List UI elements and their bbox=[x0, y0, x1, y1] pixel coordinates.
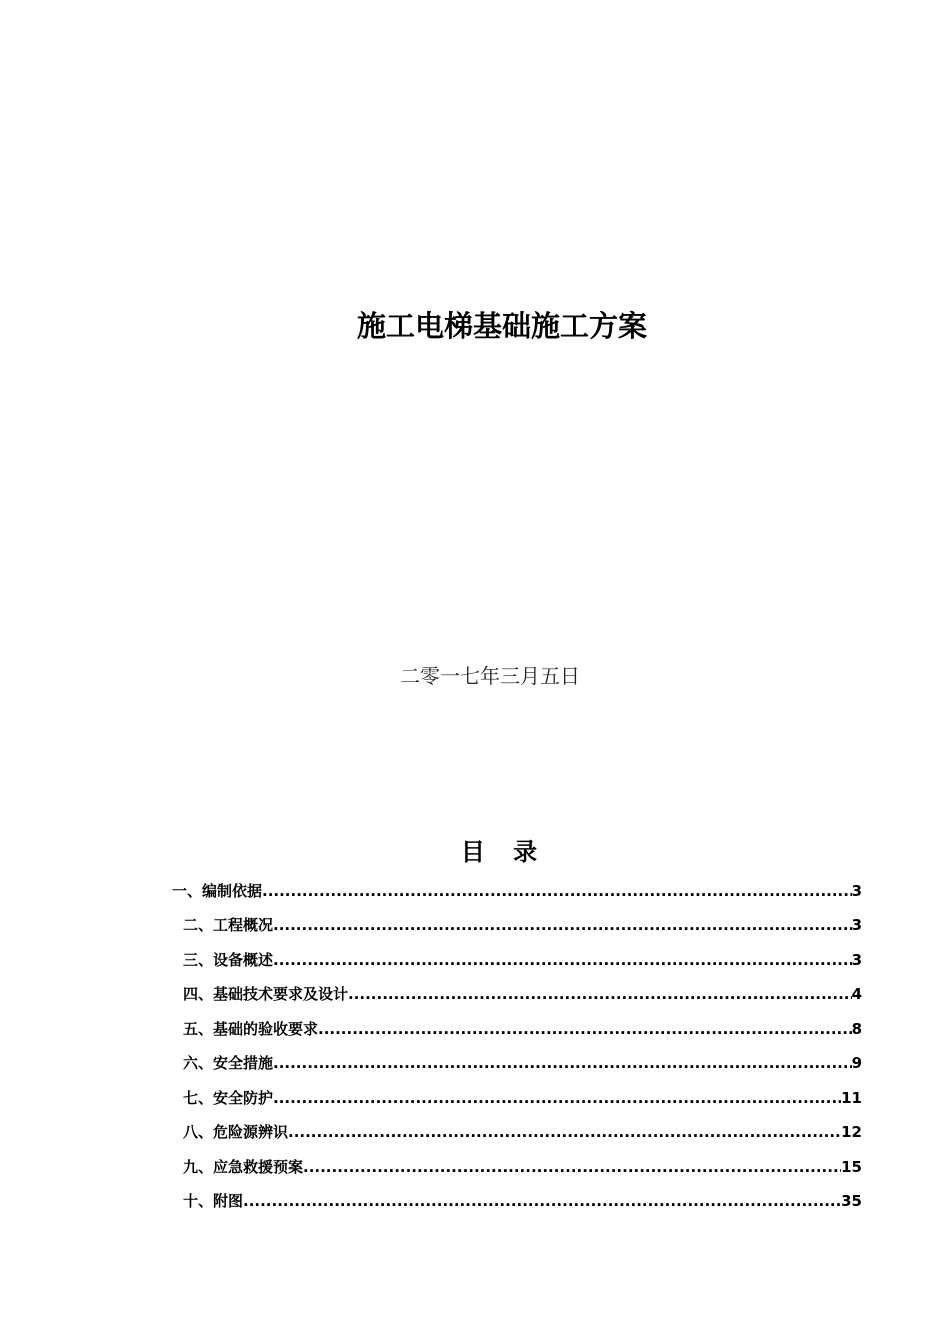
toc-entry-label: 三、设备概述 bbox=[183, 951, 274, 969]
toc-entry[interactable] bbox=[183, 949, 862, 977]
document-title: 施工电梯基础施工方案 bbox=[356, 309, 647, 343]
toc-entry-page: 35 bbox=[841, 1192, 862, 1210]
toc-entry-label: 一、编制依据 bbox=[172, 882, 263, 900]
toc-dot-leader bbox=[288, 1123, 841, 1141]
toc-entry-label: 二、工程概况 bbox=[183, 916, 274, 934]
toc-entry[interactable] bbox=[183, 1087, 862, 1115]
toc-entry-page: 4 bbox=[851, 985, 862, 1003]
toc-entry[interactable] bbox=[183, 1052, 862, 1080]
toc-entry[interactable] bbox=[183, 914, 862, 942]
toc-dot-leader bbox=[262, 882, 852, 900]
toc-entry-label: 五、基础的验收要求 bbox=[183, 1020, 319, 1038]
document-date: 二零一七年三月五日 bbox=[400, 664, 580, 688]
toc-entry-page: 12 bbox=[841, 1123, 862, 1141]
toc-entry-page: 3 bbox=[851, 916, 862, 934]
toc-entry-label: 四、基础技术要求及设计 bbox=[183, 985, 349, 1003]
toc-dot-leader bbox=[273, 1054, 852, 1072]
toc-entry-label: 七、安全防护 bbox=[183, 1089, 274, 1107]
toc-dot-leader bbox=[303, 1158, 841, 1176]
toc-entry-page: 3 bbox=[851, 882, 862, 900]
toc-entry-label: 六、安全措施 bbox=[183, 1054, 274, 1072]
toc-dot-leader bbox=[318, 1020, 852, 1038]
toc-entry-label: 十、附图 bbox=[183, 1192, 244, 1210]
toc-entry[interactable] bbox=[183, 1018, 862, 1046]
toc-entry-page: 11 bbox=[841, 1089, 862, 1107]
toc-entry[interactable] bbox=[172, 880, 862, 908]
toc-dot-leader bbox=[243, 1192, 841, 1210]
toc-dot-leader bbox=[273, 951, 852, 969]
toc-dot-leader bbox=[273, 916, 852, 934]
toc-dot-leader bbox=[348, 985, 852, 1003]
toc-entry[interactable] bbox=[183, 1156, 862, 1184]
toc-entry-page: 8 bbox=[851, 1020, 862, 1038]
toc-entry-label: 八、危险源辨识 bbox=[183, 1123, 289, 1141]
toc-dot-leader bbox=[273, 1089, 841, 1107]
toc-entry-page: 9 bbox=[851, 1054, 862, 1072]
toc-entry-label: 九、应急救援预案 bbox=[183, 1158, 304, 1176]
toc-heading: 目 录 bbox=[460, 837, 548, 866]
toc-entry[interactable] bbox=[183, 1121, 862, 1149]
toc-entry[interactable] bbox=[183, 1190, 862, 1218]
toc-entry[interactable] bbox=[183, 983, 862, 1011]
toc-entry-page: 15 bbox=[841, 1158, 862, 1176]
toc-entry-page: 3 bbox=[851, 951, 862, 969]
